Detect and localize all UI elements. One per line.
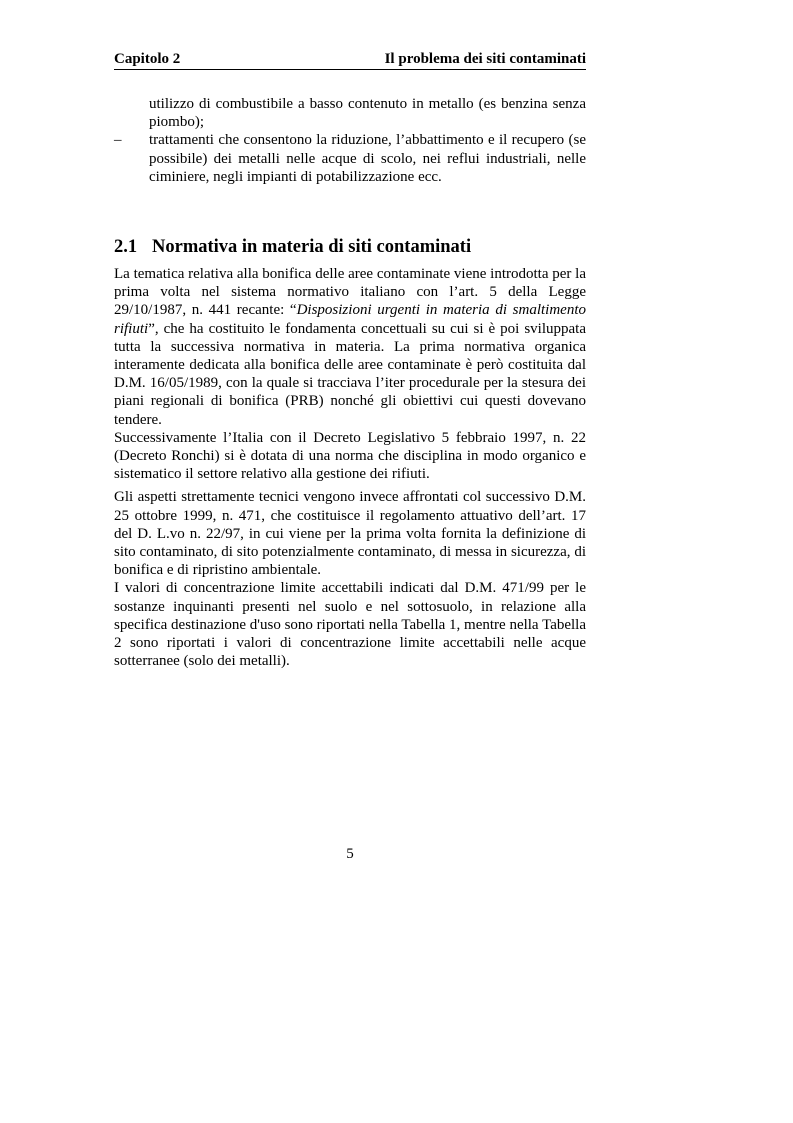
chapter-label: Capitolo 2 <box>114 51 181 67</box>
paragraph-1-text-a: La tematica relativa alla bonifica delle aree contaminate viene introdotta per la prima volta nel sistema normativo italiano con l’art. 5 della Legge 29/10/1987, n. 441 recante: “ <box>114 266 586 319</box>
list-item-continuation <box>114 95 586 131</box>
document-page <box>114 48 586 862</box>
paragraph-1-text-b: ”, che ha costituito le fondamenta concettuali su cui si è poi sviluppata tutta la successiva normativa in materia. La prima normativa organica interamente dedicata alla bonifica delle aree contaminate è però costituita dal D.M. 16/05/1989, con la quale si tracciava l’iter procedurale per la stesura dei piani regionali di bonifica (PRB) nonché gli obiettivi cui questi dovevano tendere. <box>114 320 586 428</box>
chapter-title: Il problema dei siti contaminati <box>384 51 586 67</box>
running-header <box>114 48 586 70</box>
paragraph-4: I valori di concentrazione limite accettabili indicati dal D.M. 471/99 per le sostanze inquinanti presenti nel suolo e nel sottosuolo, in relazione alla specifica destinazione d'uso sono riportati nella Tabella 1, mentre nella Tabella 2 sono riportati i valori di concentrazione limite accettabili nelle acque sotterranee (solo dei metalli). <box>114 580 586 670</box>
list-item <box>114 131 586 186</box>
paragraph-3: Gli aspetti strettamente tecnici vengono invece affrontati col successivo D.M. 25 ottobre 1999, n. 471, che costituisce il regolamento attuativo dell’art. 17 del D. L.vo n. 22/97, in cui viene per la prima volta fornita la definizione di sito contaminato, di sito potenzialmente contaminato, di messa in sicurezza, di bonifica e di ripristino ambientale. <box>114 489 586 579</box>
section-number: 2.1 <box>114 237 138 258</box>
list-item-text: utilizzo di combustibile a basso contenuto in metallo (es benzina senza piombo); <box>149 96 586 131</box>
section-title-text: Normativa in materia di siti contaminati <box>152 237 472 258</box>
dash-marker: – <box>114 132 122 149</box>
section-heading <box>114 236 586 260</box>
paragraph-1 <box>114 265 586 429</box>
page-number: 5 <box>346 846 354 862</box>
paragraph-2: Successivamente l’Italia con il Decreto Legislativo 5 febbraio 1997, n. 22 (Decreto Ronchi) si è dotata di una norma che disciplina in modo organico e sistematico il settore relativo alla gestione dei rifiuti. <box>114 429 586 483</box>
paragraph-1-italic-title: Disposizioni urgenti in materia di smaltimento rifiuti <box>114 302 586 337</box>
list-item-text: trattamenti che consentono la riduzione, l’abbattimento e il recupero (se possibile) dei metalli nelle acque di scolo, nei reflui industriali, nelle ciminiere, negli impianti di potabilizzazione ecc. <box>149 132 586 185</box>
bullet-list <box>114 95 586 186</box>
section-body <box>114 265 586 670</box>
